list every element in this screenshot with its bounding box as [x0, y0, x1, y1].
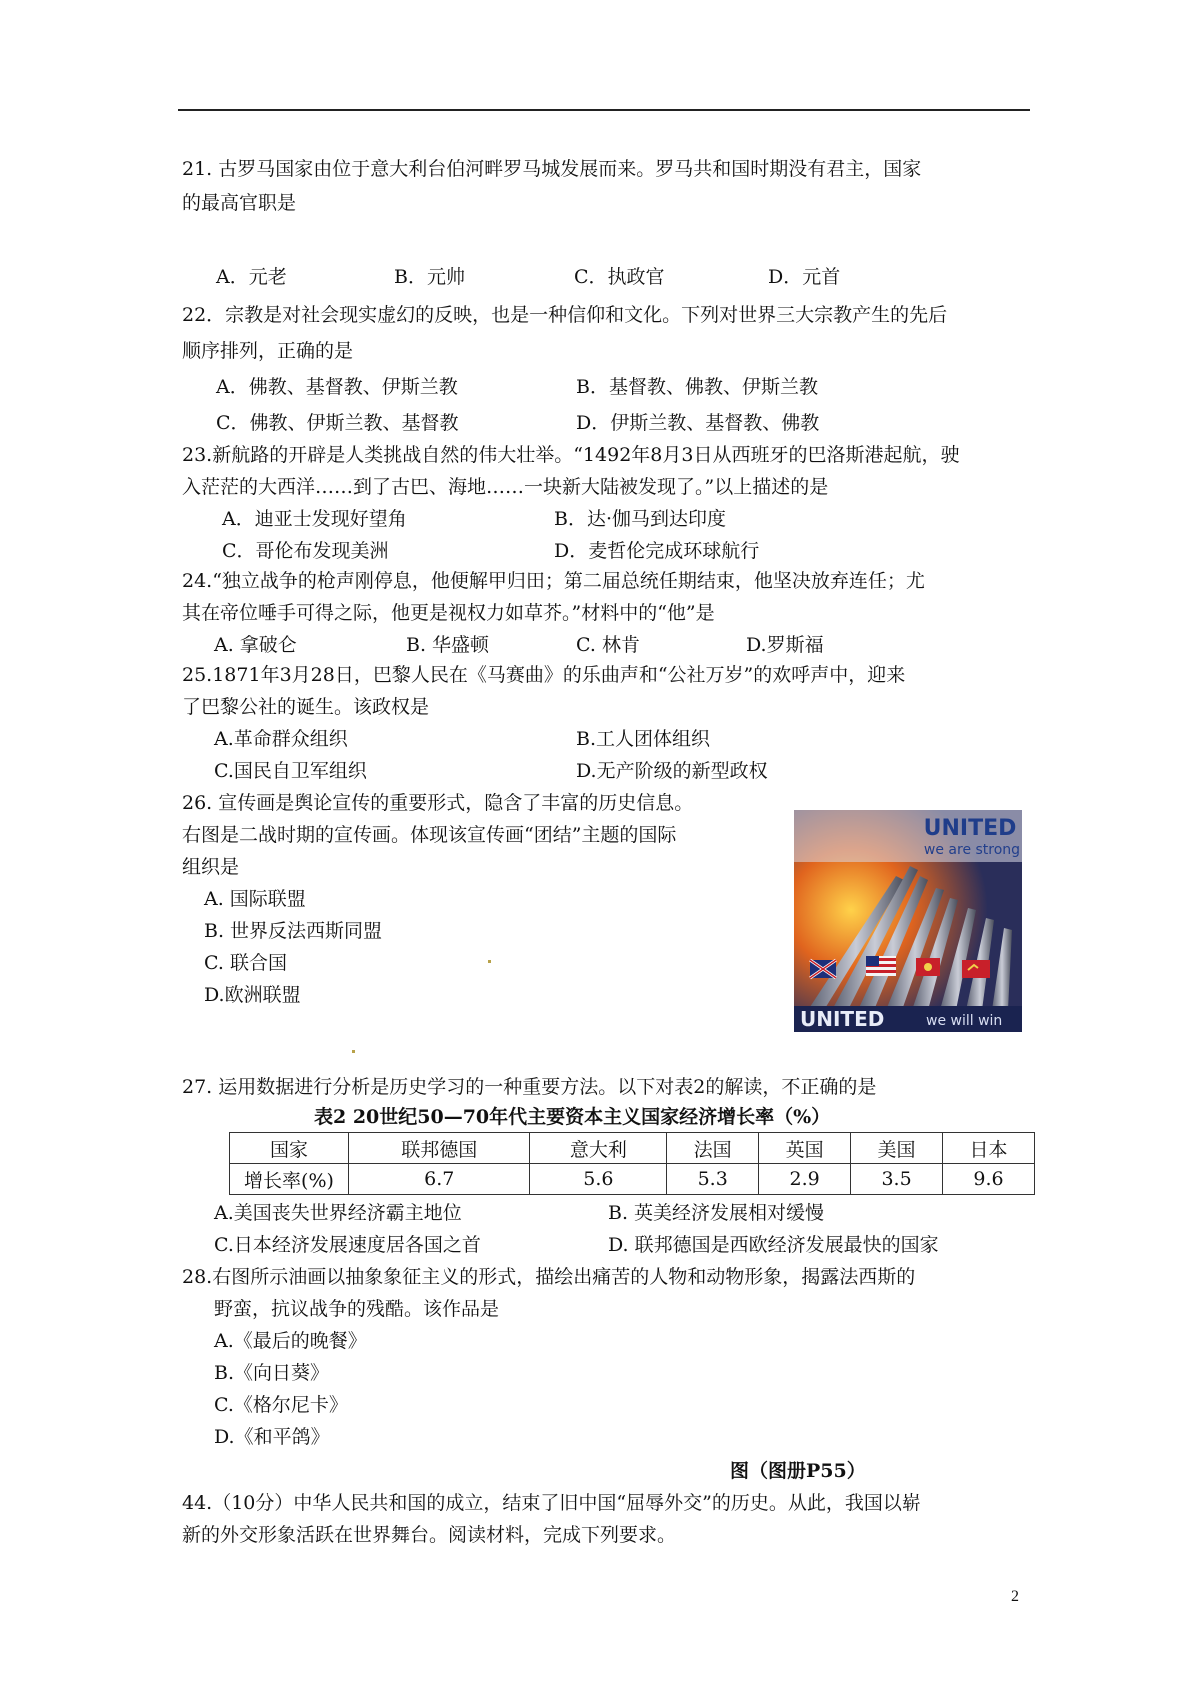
q22-option-c[interactable]: C．佛教、伊斯兰教、基督教: [216, 412, 459, 434]
q28-option-d[interactable]: D.《和平鸽》: [214, 1426, 330, 1448]
q26-option-a[interactable]: A. 国际联盟: [204, 888, 306, 910]
q26-stem-line1: 26. 宣传画是舆论宣传的重要形式，隐含了丰富的历史信息。: [182, 792, 694, 814]
q21-stem-line2: 的最高官职是: [182, 192, 297, 214]
q23-option-c[interactable]: C．哥伦布发现美洲: [222, 540, 389, 562]
table-header-row: [230, 1133, 1035, 1164]
q24-stem-line2: 其在帝位唾手可得之际，他更是视权力如草芥。”材料中的“他”是: [182, 602, 715, 624]
q26-option-b[interactable]: B. 世界反法西斯同盟: [204, 920, 383, 942]
q23-option-b[interactable]: B．达·伽马到达印度: [554, 508, 727, 530]
economic-growth-table: [229, 1132, 1035, 1195]
q24-option-a[interactable]: A. 拿破仑: [214, 634, 297, 656]
q27-stem-line1: 27. 运用数据进行分析是历史学习的一种重要方法。以下对表2的解读，不正确的是: [182, 1076, 877, 1098]
table-cell-rate: 2.9: [759, 1164, 851, 1195]
q25-option-a[interactable]: A.革命群众组织: [214, 728, 348, 750]
table-cell-rate: 5.6: [530, 1164, 667, 1195]
q23-stem-line1: 23.新航路的开辟是人类挑战自然的伟大壮举。“1492年8月3日从西班牙的巴洛斯港起航，驶: [182, 444, 960, 466]
q26-stem-line3: 组织是: [182, 856, 240, 878]
q28-stem-line2: 野蛮，抗议战争的残酷。该作品是: [214, 1298, 500, 1320]
q27-option-a[interactable]: A.美国丧失世界经济霸主地位: [214, 1202, 462, 1224]
wwii-propaganda-poster: [794, 810, 1022, 1032]
table-header-label: 国家: [230, 1133, 349, 1164]
q21-stem-line1: 21. 古罗马国家由位于意大利台伯河畔罗马城发展而来。罗马共和国时期没有君主，国家: [182, 158, 922, 180]
q28-option-c[interactable]: C.《格尔尼卡》: [214, 1394, 348, 1416]
q28-stem-line1: 28.右图所示油画以抽象象征主义的形式，描绘出痛苦的人物和动物形象，揭露法西斯的: [182, 1266, 916, 1288]
q24-stem-line1: 24.“独立战争的枪声刚停息，他便解甲归田；第二届总统任期结束，他坚决放弃连任；尤: [182, 570, 925, 592]
q25-stem-line1: 25.1871年3月28日，巴黎人民在《马赛曲》的乐曲声和“公社万岁”的欢呼声中，迎来: [182, 664, 906, 686]
poster-top-title: UNITED: [923, 816, 1017, 841]
q23-stem-line2: 入茫茫的大西洋……到了古巴、海地……一块新大陆被发现了。”以上描述的是: [182, 476, 829, 498]
table-cell-country: 意大利: [530, 1133, 667, 1164]
q26-stem-line2: 右图是二战时期的宣传画。体现该宣传画“团结”主题的国际: [182, 824, 677, 846]
q25-stem-line2: 了巴黎公社的诞生。该政权是: [182, 696, 430, 718]
q22-stem-line1: 22．宗教是对社会现实虚幻的反映，也是一种信仰和文化。下列对世界三大宗教产生的先后: [182, 304, 948, 326]
poster-top-subtitle: we are strong: [923, 842, 1021, 858]
q22-option-a[interactable]: A．佛教、基督教、伊斯兰教: [216, 376, 458, 398]
q28-option-b[interactable]: B.《向日葵》: [214, 1362, 330, 1384]
page-number: 2: [1011, 1588, 1019, 1605]
q27-option-c[interactable]: C.日本经济发展速度居各国之首: [214, 1234, 481, 1256]
poster-bottom-subtitle: we will win: [926, 1013, 1003, 1029]
scan-speck: [488, 960, 491, 963]
table-cell-rate: 6.7: [349, 1164, 530, 1195]
q27-table-title: 表2 20世纪50—70年代主要资本主义国家经济增长率（%）: [314, 1106, 831, 1128]
q24-option-d[interactable]: D.罗斯福: [746, 634, 824, 656]
q25-option-b[interactable]: B.工人团体组织: [576, 728, 711, 750]
q27-option-b[interactable]: B. 英美经济发展相对缓慢: [608, 1202, 825, 1224]
table-cell-rate: 5.3: [667, 1164, 759, 1195]
header-rule: [178, 109, 1030, 111]
q44-stem-line1: 44.（10分）中华人民共和国的成立，结束了旧中国“屈辱外交”的历史。从此，我国以崭: [182, 1492, 921, 1514]
q21-option-c[interactable]: C．执政官: [574, 266, 665, 288]
q44-stem-line2: 新的外交形象活跃在世界舞台。阅读材料，完成下列要求。: [182, 1524, 677, 1546]
q24-option-c[interactable]: C. 林肯: [576, 634, 640, 656]
q25-option-d[interactable]: D.无产阶级的新型政权: [576, 760, 768, 782]
q25-option-c[interactable]: C.国民自卫军组织: [214, 760, 367, 782]
table-cell-country: 联邦德国: [349, 1133, 530, 1164]
q27-option-d[interactable]: D. 联邦德国是西欧经济发展最快的国家: [608, 1234, 939, 1256]
q24-option-b[interactable]: B. 华盛顿: [406, 634, 490, 656]
q22-option-b[interactable]: B．基督教、佛教、伊斯兰教: [576, 376, 818, 398]
table-cell-country: 英国: [759, 1133, 851, 1164]
q21-option-b[interactable]: B．元帅: [394, 266, 465, 288]
q28-figure-caption: 图（图册P55）: [730, 1460, 866, 1482]
q26-option-d[interactable]: D.欧洲联盟: [204, 984, 301, 1006]
table-row-label: 增长率(%): [230, 1164, 349, 1195]
q28-option-a[interactable]: A.《最后的晚餐》: [214, 1330, 367, 1352]
q21-option-a[interactable]: A．元老: [216, 266, 287, 288]
table-cell-country: 日本: [943, 1133, 1035, 1164]
q23-option-d[interactable]: D．麦哲伦完成环球航行: [554, 540, 760, 562]
q23-option-a[interactable]: A．迪亚士发现好望角: [222, 508, 407, 530]
table-cell-country: 美国: [851, 1133, 943, 1164]
q26-option-c[interactable]: C. 联合国: [204, 952, 287, 974]
q22-stem-line2: 顺序排列，正确的是: [182, 340, 354, 362]
table-cell-country: 法国: [667, 1133, 759, 1164]
q22-option-d[interactable]: D．伊斯兰教、基督教、佛教: [576, 412, 820, 434]
q21-option-d[interactable]: D．元首: [768, 266, 841, 288]
scan-speck: [352, 1050, 355, 1053]
poster-bottom-title: UNITED: [800, 1007, 885, 1031]
table-row: [230, 1164, 1035, 1195]
table-cell-rate: 9.6: [943, 1164, 1035, 1195]
table-cell-rate: 3.5: [851, 1164, 943, 1195]
